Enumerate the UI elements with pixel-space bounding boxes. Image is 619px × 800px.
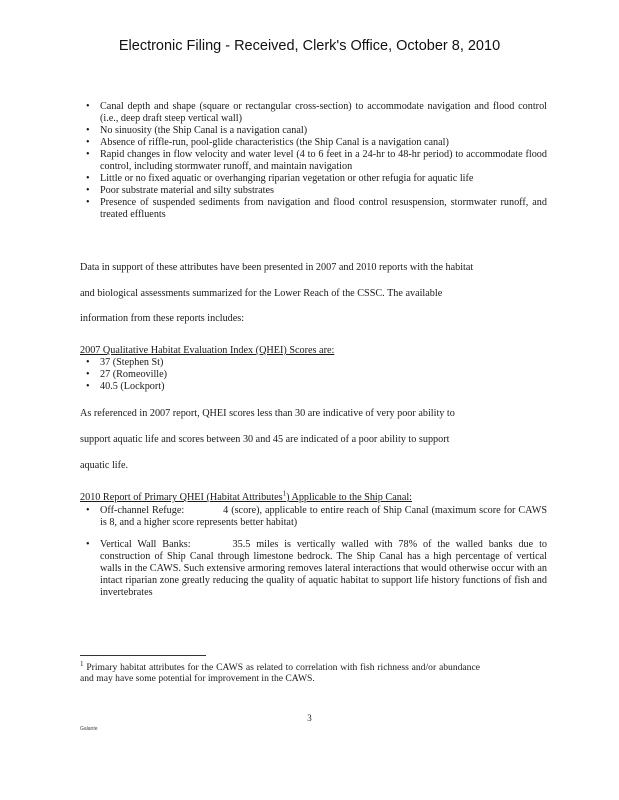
habitat-attributes-list xyxy=(80,505,547,599)
item-text: 4 (score), applicable to entire reach of Ship Canal (maximum score for CAWS is 8, and a higher score represents better habitat) xyxy=(100,505,548,528)
item-label: Off-channel Refuge: xyxy=(100,505,185,516)
item-label: Vertical Wall Banks: xyxy=(100,539,191,550)
report-2010-heading xyxy=(80,489,412,504)
paragraph-line: As referenced in 2007 report, QHEI scores less than 30 are indicative of very poor ability to xyxy=(80,408,455,419)
paragraph-line: support aquatic life and scores between 30 and 45 are indicated of a poor ability to support xyxy=(80,434,450,445)
list-item: • Presence of suspended sediments from navigation and flood control resuspension, stormwater runoff, and treated effluents xyxy=(80,197,547,221)
list-item: • Rapid changes in flow velocity and water level (4 to 6 feet in a 24-hr to 48-hr period) to accommodate flood control, including stormwater runoff, and maintain navigation xyxy=(80,149,547,173)
filing-header: Electronic Filing - Received, Clerk's Office, October 8, 2010 xyxy=(118,38,501,54)
qhei-heading: 2007 Qualitative Habitat Evaluation Index (QHEI) Scores are: xyxy=(80,345,335,356)
qhei-scores-list xyxy=(80,357,540,393)
list-item: • Canal depth and shape (square or rectangular cross-section) to accommodate navigation and flood control (i.e., deep draft steep vertical wall) xyxy=(80,101,547,125)
list-item xyxy=(80,539,547,599)
item-text: 35.5 miles is vertically walled with 78% of the walled banks due to construction of Ship Canal through limestone bedrock. The Ship Canal has a high percentage of vertical walls in the CAWS. Such extensive armoring removes lateral interactions that would otherwise occur with an intact riparian zone greatly reducing the quality of aquatic habitat to support life history functions of fish and invertebrates xyxy=(100,539,548,598)
paragraph-line: and biological assessments summarized for the Lower Reach of the CSSC. The available xyxy=(80,288,443,299)
report-2010-heading-pre: 2010 Report of Primary QHEI (Habitat Attributes xyxy=(80,492,283,503)
document-id: Galante xyxy=(80,726,98,732)
list-item: • 40.5 (Lockport) xyxy=(80,381,540,393)
paragraph-line: aquatic life. xyxy=(80,460,129,471)
page-number: 3 xyxy=(307,713,312,723)
list-item: • 27 (Romeoville) xyxy=(80,369,540,381)
list-item xyxy=(80,505,547,529)
footnote-mark: 1 xyxy=(80,659,84,668)
list-item: • No sinuosity (the Ship Canal is a navigation canal) xyxy=(80,125,547,137)
list-item: • Poor substrate material and silty substrates xyxy=(80,185,547,197)
footnote-text: Primary habitat attributes for the CAWS as related to correlation with fish richness and/or abundance and may have some potential for improvement in the CAWS. xyxy=(80,662,480,684)
list-item: • 37 (Stephen St) xyxy=(80,357,540,369)
footnote-reference: 1 xyxy=(282,489,287,498)
report-2010-heading-post: ) Applicable to the Ship Canal: xyxy=(286,492,412,503)
attributes-list xyxy=(80,101,547,221)
list-item: • Absence of riffle-run, pool-glide characteristics (the Ship Canal is a navigation canal) xyxy=(80,137,547,149)
footnote-separator xyxy=(80,655,206,656)
paragraph-line: information from these reports includes: xyxy=(80,313,245,324)
paragraph-line: Data in support of these attributes have been presented in 2007 and 2010 reports with the habitat xyxy=(80,262,474,273)
footnote xyxy=(80,659,480,684)
list-item: • Little or no fixed aquatic or overhanging riparian vegetation or other refugia for aquatic life xyxy=(80,173,547,185)
